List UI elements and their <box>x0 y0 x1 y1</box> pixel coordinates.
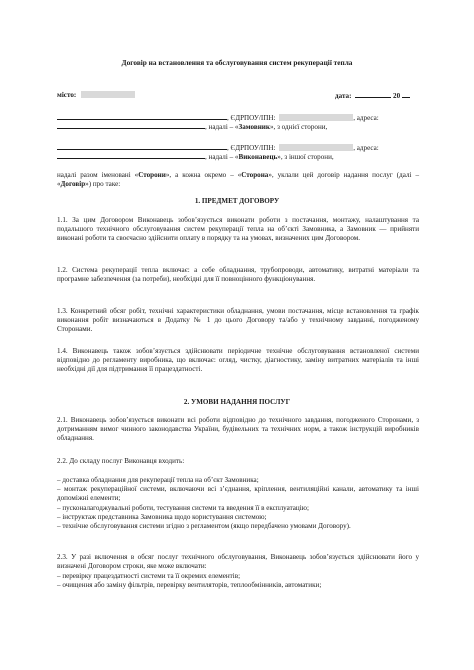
list-item: – інструктаж представника Замовника щодо користування системою; <box>57 512 267 521</box>
party1-suffix: », з однієї сторони, <box>269 123 328 131</box>
section2-heading: 2. УМОВИ НАДАННЯ ПОСЛУГ <box>183 398 291 406</box>
party1-line2 <box>57 122 327 132</box>
party1-prefix: , надалі – « <box>205 123 239 131</box>
list-item: – очищення або заміну фільтрів, перевірку вентиляторів, теплообмінників, автоматики; <box>57 581 322 590</box>
party2-name-field[interactable] <box>57 143 227 150</box>
intro-text-3: », уклали цей договір надання послуг (далі – « <box>57 171 419 189</box>
party2-line2 <box>57 152 334 162</box>
party1-address-label: , адреса: <box>353 114 379 122</box>
intro-text-2: », а кожна окремо – « <box>165 171 242 179</box>
date-year: 20 <box>393 92 401 100</box>
clause-1-2: 1.2. Система рекуперації тепла включає: а себе обладнання, трубопроводи, автоматику, витратні матеріали та програмне забезпечення (за потреби), необхідні для її повноцінного функціонування. <box>57 266 419 284</box>
city-field[interactable] <box>81 91 135 98</box>
party2-edrpou-field[interactable] <box>279 144 353 151</box>
clause-1-4: 1.4. Виконавець також зобов’язується здійснювати періодичне технічне обслуговування встановленої системи відповідно до регламенту виробника, що включає: огляд, чистку, діагностику, заміну витратних матеріалів та інші необхідні дії для підтримання її працездатності. <box>57 347 419 374</box>
party2-address-field[interactable] <box>57 152 205 159</box>
party2-suffix: », з іншої сторони, <box>277 153 334 161</box>
maintenance-list <box>57 572 419 590</box>
party1-role: Замовник <box>238 123 270 131</box>
party2-role: Виконавець <box>238 153 278 161</box>
clause-1-1: 1.1. За цим Договором Виконавець зобов’язується виконати роботи з постачання, монтажу, налаштування та подальшого технічного обслуговування систем рекуперації тепла на об’єкті Замовника, а Замовник — прийняти виконані роботи та своєчасно здійснити оплату в порядку та на умовах, визначених цим Договором. <box>57 216 419 243</box>
party2-prefix: , надалі – « <box>205 153 239 161</box>
list-item: – перевірку працездатності системи та її окремих елементів; <box>57 572 241 580</box>
clause-2-3: 2.3. У разі включення в обсяг послуг технічного обслуговування, Виконавець зобов’язується здійснювати його у визначені Договором строки, яке може включати: <box>57 553 419 571</box>
party1-address-field[interactable] <box>57 122 205 129</box>
intro-text-4: ») про таке: <box>85 180 121 189</box>
intro-contract: Договір <box>60 180 86 189</box>
party1-edrpou-field[interactable] <box>279 114 353 121</box>
document-title: Договір на встановлення та обслуговування систем рекуперації тепла <box>121 58 353 67</box>
intro-parties: Сторони <box>138 171 166 179</box>
city-label: місто <box>57 91 74 99</box>
date-field[interactable] <box>355 91 391 98</box>
section1-heading: 1. ПРЕДМЕТ ДОГОВОРУ <box>194 197 280 205</box>
intro-paragraph <box>57 171 419 189</box>
party2-address-label: , адреса: <box>353 144 379 152</box>
party2-edrpou-label: , ЄДРПОУ/ІПН: <box>227 144 276 152</box>
party1-edrpou-label: , ЄДРПОУ/ІПН: <box>227 114 276 122</box>
city-line: місто: <box>57 91 135 100</box>
clause-1-3: 1.3. Конкретний обсяг робіт, технічні характеристики обладнання, умови постачання, місце встановлення та графік виконання робіт визначаються в Додатку № 1 до цього Договору та/або у технічному завданні, погодженому Сторонами. <box>57 307 419 334</box>
clause-2-2: 2.2. До складу послуг Виконавця входить: <box>57 457 185 465</box>
intro-text-1: надалі разом іменовані « <box>57 171 139 179</box>
party1-name-field[interactable] <box>57 113 227 120</box>
list-item: – пусконалагоджувальні роботи, тестування системи та введення її в експлуатацію; <box>57 503 309 512</box>
list-item: – доставка обладнання для рекуперації тепла на об’єкт Замовника; <box>57 476 259 484</box>
date-label: дата <box>335 92 350 100</box>
date-line: дата: 20 <box>335 91 410 101</box>
list-item: – технічне обслуговування системи згідно з регламентом (якщо передбачено умовами Договору). <box>57 522 351 531</box>
clause-2-1: 2.1. Виконавець зобов’язується виконати всі роботи відповідно до технічного завдання, погодженого Сторонами, з дотриманням вимог чинного законодавства України, будівельних та технічних норм, а також інструкцій виробників обладнання. <box>57 416 419 443</box>
services-list <box>57 476 419 531</box>
year-field[interactable] <box>402 91 410 98</box>
list-item: – монтаж рекупераційної системи, включаючи всі з’єднання, кріплення, вентиляційні канали, автоматику та інші допоміжні елементи; <box>57 485 419 503</box>
intro-party: Сторона <box>241 171 269 179</box>
